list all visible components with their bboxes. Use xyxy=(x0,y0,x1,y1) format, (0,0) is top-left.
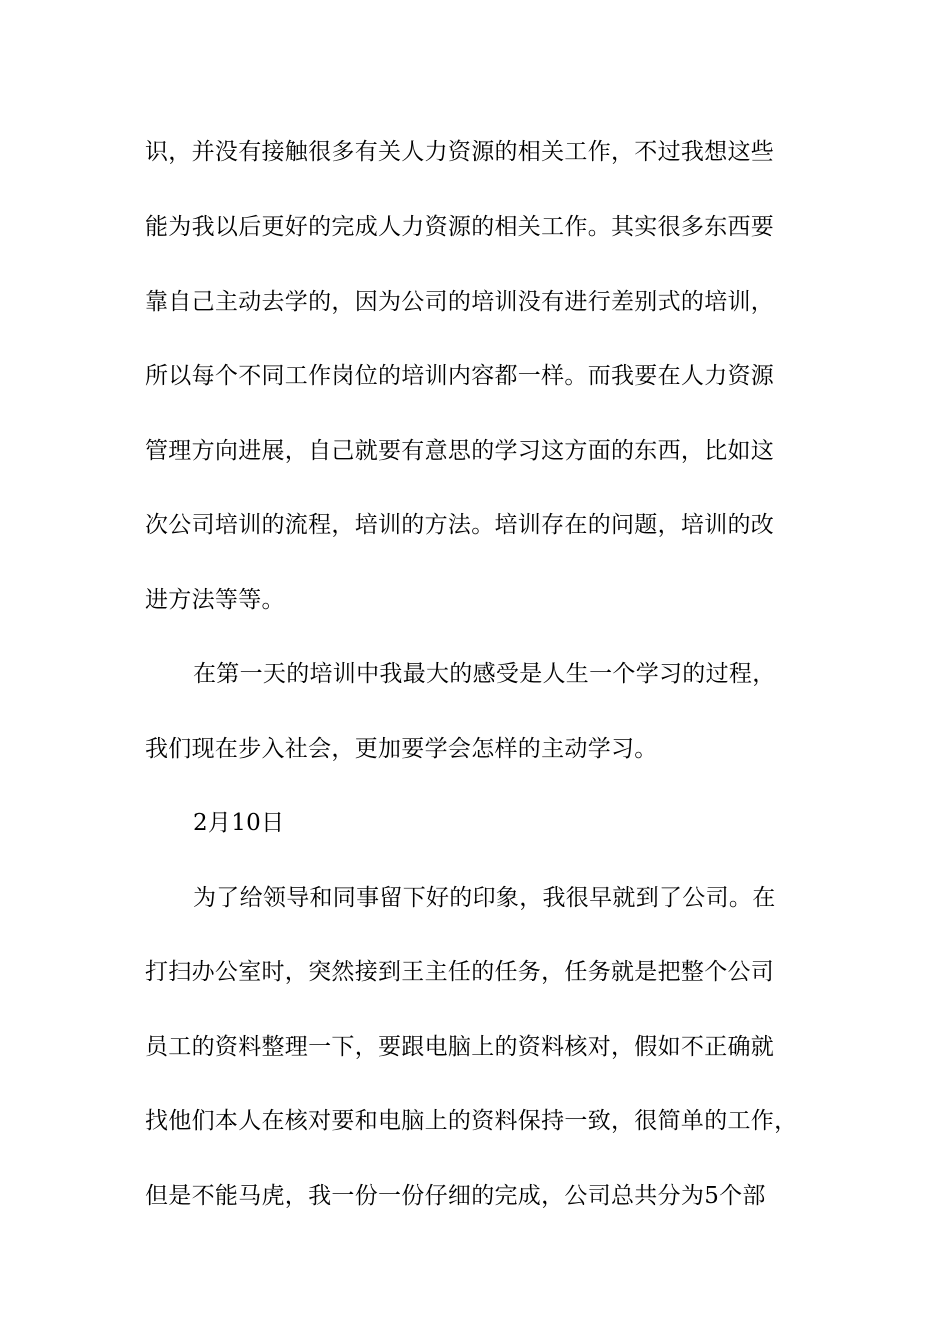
text-line-12: 打扫办公室时，突然接到王主任的任务，任务就是把整个公司 xyxy=(145,959,775,985)
text-line-9: 我们现在步入社会，更加要学会怎样的主动学习。 xyxy=(145,736,658,762)
date-heading: 2月10日 xyxy=(193,810,285,836)
text-line-3: 靠自己主动去学的，因为公司的培训没有进行差别式的培训， xyxy=(145,289,775,315)
text-line-4: 所以每个不同工作岗位的培训内容都一样。而我要在人力资源 xyxy=(145,363,775,389)
text-line-15: 但是不能马虎，我一份一份仔细的完成，公司总共分为5个部 xyxy=(145,1183,766,1209)
text-line-7: 进方法等等。 xyxy=(145,587,285,613)
text-line-2: 能为我以后更好的完成人力资源的相关工作。其实很多东西要 xyxy=(145,214,775,240)
text-line-8: 在第一天的培训中我最大的感受是人生一个学习的过程， xyxy=(193,661,776,687)
text-line-11: 为了给领导和同事留下好的印象，我很早就到了公司。在 xyxy=(193,885,776,911)
text-line-13: 员工的资料整理一下，要跟电脑上的资料核对，假如不正确就 xyxy=(145,1034,775,1060)
text-line-6: 次公司培训的流程，培训的方法。培训存在的问题，培训的改 xyxy=(145,512,775,538)
text-line-14: 找他们本人在核对要和电脑上的资料保持一致，很简单的工作， xyxy=(145,1108,798,1134)
text-line-5: 管理方向进展，自己就要有意思的学习这方面的东西，比如这 xyxy=(145,438,775,464)
text-line-1: 识，并没有接触很多有关人力资源的相关工作，不过我想这些 xyxy=(145,139,775,165)
